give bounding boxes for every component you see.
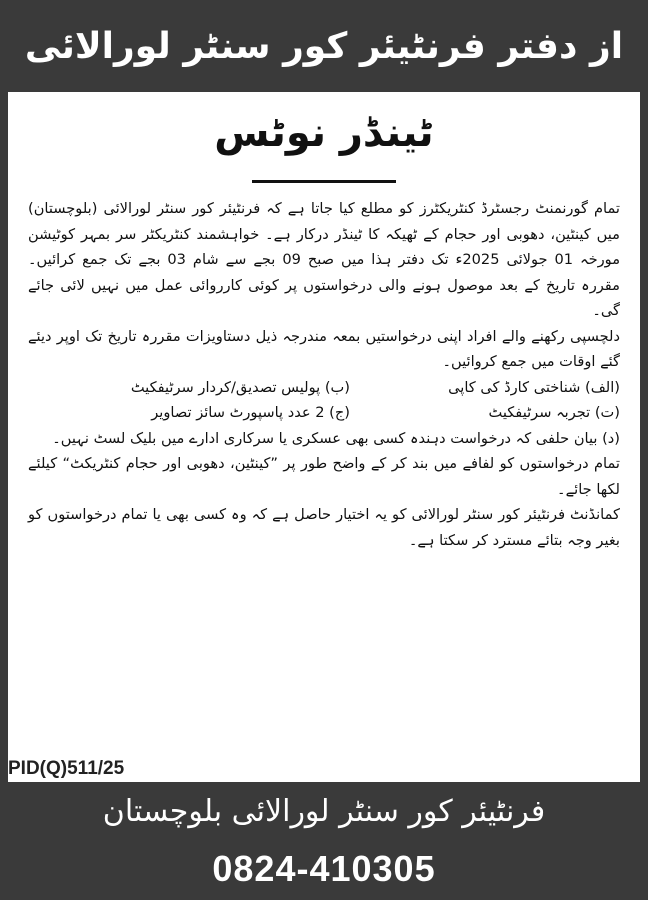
header-title: از دفتر فرنٹیئر کور سنٹر لورالائی: [24, 25, 624, 67]
documents-row-1: [28, 375, 620, 401]
header-bar: [0, 0, 648, 92]
notice-panel: [8, 92, 640, 782]
document-item-a: (الف) شناختی کارڈ کی کاپی: [448, 378, 620, 396]
footer-bar: [0, 782, 648, 900]
document-item-b: (ب) پولیس تصدیق/کردار سرٹیفکیٹ: [130, 378, 350, 396]
footer-organization: فرنٹیئر کور سنٹر لورالائی بلوچستان: [102, 794, 546, 829]
paragraph-invitation: تمام گورنمنٹ رجسٹرڈ کنٹریکٹرز کو مطلع کیا جاتا ہے کہ فرنٹیئر کور سنٹر لورالائی (بلوچستان) میں کینٹین، دھوبی اور حجام کے ٹھیکہ کا ٹینڈر درکار ہے۔ خواہشمند کنٹریکٹر سر بمہر کوٹیشن مورخہ 01 جولائی 2025ء تک دفتر ہذا میں صبح 09 بجے سے شام 03 بجے تک جمع کرائیں۔ مقررہ تاریخ کے بعد موصول ہونے والی درخواستوں پر کوئی کارروائی عمل میں نہیں لائی جائے گی۔: [28, 200, 621, 319]
document-item-d: (ج) 2 عدد پاسپورٹ سائز تصاویر: [151, 404, 350, 421]
notice-body: [28, 196, 620, 553]
paragraph-requirements: دلچسپی رکھنے والے افراد اپنی درخواستیں بمعہ مندرجہ ذیل دستاویزات مقررہ تاریخ تک اوپر دیئے گئے اوقات میں جمع کروائیں۔: [28, 327, 620, 370]
title-underline: [252, 180, 396, 183]
documents-row-2: [28, 400, 620, 426]
paragraph-rights: کمانڈنٹ فرنٹیئر کور سنٹر لورالائی کو یہ اختیار حاصل ہے کہ وہ کسی بھی یا تمام درخواستوں کو بغیر وجہ بتائے مسترد کر سکتا ہے۔: [28, 506, 620, 549]
document-item-c: (ت) تجربہ سرٹیفکیٹ: [488, 404, 620, 421]
document-item-e: (د) بیان حلفی کہ درخواست دہندہ کسی بھی عسکری یا سرکاری ادارے میں بلیک لسٹ نہیں۔: [52, 429, 620, 447]
notice-title: ٹینڈر نوٹس: [214, 110, 434, 156]
paragraph-envelope: تمام درخواستوں کو لفافے میں بند کر کے واضح طور پر ”کینٹین، دھوبی اور حجام کنٹریکٹ“ کیلئے لکھا جائے۔: [28, 455, 620, 498]
footer-phone: 0824-410305: [212, 848, 436, 889]
pid-code: PID(Q)511/25: [8, 758, 125, 779]
